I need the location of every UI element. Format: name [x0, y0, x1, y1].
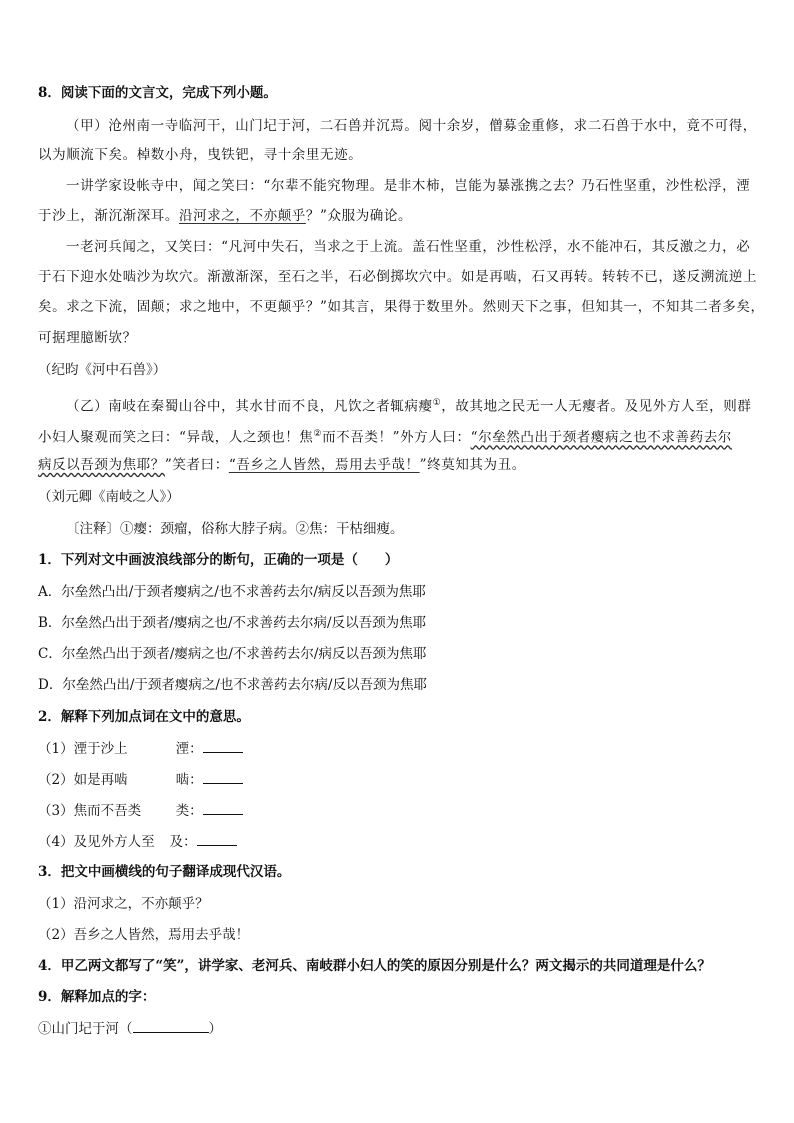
q9-item-close: ）: [208, 1021, 222, 1037]
q3-item-1: （1）沿河求之，不亦颠乎？: [38, 896, 209, 912]
yi-text: 小妇人聚观而笑之曰：“异哉，人之颈也！焦: [38, 429, 314, 446]
jia-para3-line4: 可据理臆断欤？: [38, 330, 137, 346]
underlined-sentence-1: 沿河求之，不亦颠乎: [179, 208, 306, 224]
q3-stem: 3．把文中画横线的句子翻译成现代汉语。: [38, 864, 291, 880]
yi-text-mid: ”笑者曰：: [164, 457, 229, 473]
wavy-underlined-text: “尔垒然凸出于颈者瘿病之也不求善药去尔: [470, 429, 732, 446]
q2-item-2: [38, 770, 243, 789]
jia-para3-line2: 于石下迎水处啮沙为坎穴。渐激渐深，至石之半，石必倒掷坎穴中。如是再啮，石又再转。转转不已，遂反溯流逆上: [38, 269, 758, 285]
wavy-underlined-text-end: 病反以吾颈为焦耶？: [38, 457, 165, 473]
q3-item-2: （2）吾乡之人皆然，焉用去乎哉！: [38, 927, 250, 943]
q1-option-b[interactable]: B．尔垒然凸出于颈者/瘿病之也/不求善药去尔病/反以吾颈为焦耶: [38, 615, 427, 631]
yi-text-mid: 而不吾类！”外方人曰：: [322, 429, 471, 446]
yi-text: （乙）南岐在秦蜀山谷中，其水甘而不良，凡饮之者辄病瘿: [66, 398, 433, 415]
q9-item-text: ①山门圮于河（: [38, 1021, 133, 1037]
jia-para3-line1: 一老河兵闻之，又笑曰：“凡河中失石，当求之于上流。盖石性坚重，沙性松浮，水不能冲石，其反激之力，必: [66, 239, 751, 255]
jia-para3-line3: 矣。求之下流，固颠；求之地中，不更颠乎？”如其言，果得于数里外。然则天下之事，但知其一，不知其二者多矣，: [38, 299, 765, 315]
item-phrase: 焦而不吾类: [73, 803, 142, 819]
q2-item-1: [38, 739, 243, 758]
annotation: 〔注释〕①瘿：颈瘤，俗称大脖子病。②焦：干枯细瘦。: [66, 521, 404, 537]
jia-para1-line1: （甲）沧州南一寺临河干，山门圮于河，二石兽并沉焉。阅十余岁，僧募金重修，求二石兽于水中，竟不可得，: [66, 118, 757, 134]
item-phrase: 如是再啮: [73, 772, 128, 788]
item-number: （1）: [38, 741, 74, 757]
item-phrase: 及见外方人至: [73, 834, 155, 850]
yi-para-line3: [38, 456, 760, 474]
item-number: （3）: [38, 803, 74, 819]
yi-source: （刘元卿《南岐之人》）: [38, 489, 180, 505]
q1-stem: 1．下列对文中画波浪线部分的断句，正确的一项是（ ）: [38, 552, 399, 568]
answer-blank[interactable]: [197, 832, 237, 846]
yi-para-line1: [66, 394, 788, 416]
item-word: 啮：: [175, 772, 203, 788]
item-number: （2）: [38, 772, 74, 788]
jia-para2-line2: [38, 207, 760, 225]
q2-item-3: [38, 801, 243, 820]
answer-blank[interactable]: [203, 739, 243, 753]
q8-title: 8．阅读下面的文言文，完成下列小题。: [38, 85, 277, 101]
yi-para-line2: [38, 425, 760, 447]
q9-stem: 9．解释加点的字：: [38, 989, 156, 1005]
item-word: 湮：: [175, 741, 203, 757]
q4-stem: 4．甲乙两文都写了“笑”，讲学家、老河兵、南岐群小妇人的笑的原因分别是什么？两文揭示的共同道理是什么？: [38, 958, 711, 974]
item-word: 类：: [175, 803, 203, 819]
answer-blank[interactable]: [133, 1019, 209, 1033]
note-marker-1: ①: [432, 398, 442, 408]
q1-option-d[interactable]: D．尔垒然凸出/于颈者瘿病之/也不求善药去尔病/反以吾颈为焦耶: [38, 677, 427, 693]
q1-option-c[interactable]: C．尔垒然凸出于颈者/瘿病之也/不求善药去尔/病反以吾颈为焦耶: [38, 646, 427, 662]
item-number: （4）: [38, 834, 74, 850]
jia-para2-text: 于沙上，渐沉渐深耳。: [38, 208, 179, 224]
note-marker-2: ②: [313, 429, 323, 439]
jia-source: （纪昀《河中石兽》）: [38, 362, 167, 378]
jia-para1-line2: 以为顺流下矣。棹数小舟，曳铁钯，寻十余里无迹。: [38, 147, 363, 163]
underlined-sentence-2: “吾乡之人皆然，焉用去乎哉！: [228, 457, 420, 473]
answer-blank[interactable]: [203, 770, 243, 784]
yi-text-cont: ，故其地之民无一人无瘿者。及见外方人至，则群: [441, 398, 752, 415]
q1-option-a[interactable]: A．尔垒然凸出/于颈者瘿病之/也不求善药去尔/病反以吾颈为焦耶: [38, 584, 426, 600]
jia-para2-text-end: ？”众服为确论。: [305, 208, 413, 224]
q2-item-4: [38, 832, 237, 851]
item-phrase: 湮于沙上: [73, 741, 128, 757]
q2-stem: 2．解释下列加点词在文中的意思。: [38, 709, 250, 725]
yi-text-end: ”终莫知其为丑。: [419, 457, 526, 473]
item-word: 及：: [169, 834, 197, 850]
jia-para2-line1: 一讲学家设帐寺中，闻之笑曰：“尔辈不能究物理。是非木柿，岂能为暴涨携之去？乃石性坚重，沙性松浮，湮: [66, 178, 751, 194]
answer-blank[interactable]: [203, 801, 243, 815]
q9-item-1: [38, 1019, 222, 1038]
